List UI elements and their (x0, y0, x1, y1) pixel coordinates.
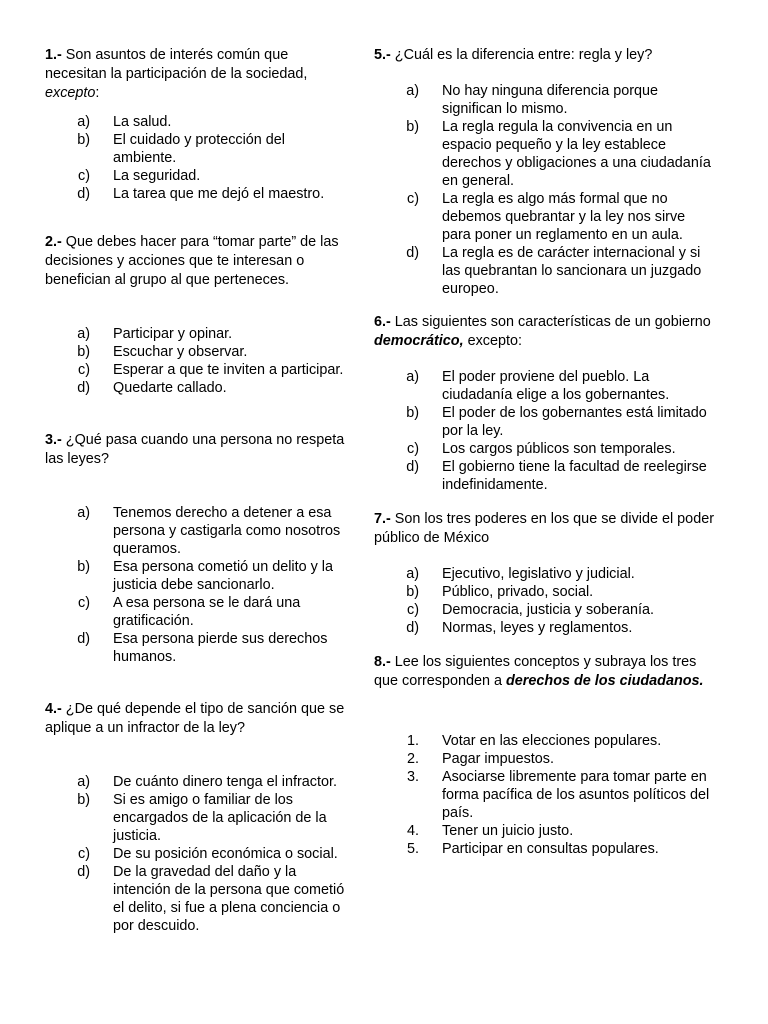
option-letter: a) (77, 114, 90, 130)
question-stem (45, 700, 345, 738)
option-text: Escuchar y observar. (113, 344, 248, 360)
option-text: El cuidado y protección del ambiente. (113, 132, 285, 166)
answer-option (374, 583, 714, 601)
answer-option (374, 768, 714, 822)
answer-option (45, 343, 345, 361)
option-letter: c) (407, 191, 419, 207)
answer-option (374, 565, 714, 583)
option-letter: 5. (406, 841, 419, 857)
answer-option (374, 601, 714, 619)
option-text: Asociarse libremente para tomar parte en forma pacífica de los asuntos políticos del país. (442, 769, 710, 821)
option-text: La regla es algo más formal que no debemos quebrantar y la ley nos sirve para poner un reglamento en un aula. (442, 191, 686, 243)
answer-option (374, 822, 714, 840)
answer-option (374, 404, 714, 440)
question-3 (45, 431, 345, 666)
question-stem (45, 46, 345, 103)
answer-option (374, 619, 714, 637)
answer-option (45, 131, 345, 167)
question-6 (374, 313, 714, 494)
option-letter: a) (77, 774, 90, 790)
question-text: Las siguientes son características de un gobierno (390, 314, 711, 330)
option-letter: d) (406, 245, 419, 261)
answer-option (45, 185, 345, 203)
option-text: Tenemos derecho a detener a esa persona y castigarla como nosotros queramos. (113, 505, 341, 557)
question-text: Son los tres poderes en los que se divide el poder público de México (374, 511, 714, 546)
question-8 (374, 653, 714, 858)
question-number: 6.- (374, 314, 391, 330)
answer-option (45, 594, 345, 630)
answer-option (45, 845, 345, 863)
answer-option (45, 773, 345, 791)
answer-option (374, 840, 714, 858)
option-text: Pagar impuestos. (442, 751, 554, 767)
question-text: ¿De qué depende el tipo de sanción que se aplique a un infractor de la ley? (45, 701, 345, 736)
option-text: El gobierno tiene la facultad de reelegirse indefinidamente. (442, 459, 707, 493)
question-text: excepto: (463, 333, 522, 349)
answer-option (45, 863, 345, 935)
question-stem (45, 233, 345, 290)
option-letter: c) (78, 846, 90, 862)
answer-option (374, 118, 714, 190)
option-text: Si es amigo o familiar de los encargados de la aplicación de la justicia. (113, 792, 327, 844)
option-text: Tener un juicio justo. (442, 823, 574, 839)
option-letter: d) (77, 864, 90, 880)
option-text: La regla regula la convivencia en un espacio pequeño y la ley establece derechos y obligaciones a una ciudadanía en general. (442, 119, 711, 189)
option-text: De su posición económica o social. (113, 846, 338, 862)
answer-option (45, 791, 345, 845)
answer-options (45, 504, 345, 666)
question-text: ¿Cuál es la diferencia entre: regla y ley? (390, 47, 653, 63)
option-letter: d) (77, 380, 90, 396)
option-text: Esperar a que te inviten a participar. (113, 362, 344, 378)
answer-option (45, 379, 345, 397)
option-letter: a) (406, 566, 419, 582)
option-text: Participar en consultas populares. (442, 841, 659, 857)
option-letter: 1. (406, 733, 419, 749)
question-text: ¿Qué pasa cuando una persona no respeta las leyes? (45, 432, 345, 467)
question-text: democrático, (374, 333, 464, 349)
question-stem (374, 313, 714, 351)
option-text: Quedarte callado. (113, 380, 227, 396)
option-letter: c) (78, 362, 90, 378)
question-1 (45, 46, 345, 203)
option-letter: a) (406, 369, 419, 385)
answer-option (374, 244, 714, 298)
question-text: Que debes hacer para “tomar parte” de las decisiones y acciones que te interesan o benefician al grupo al que perteneces. (45, 234, 339, 288)
question-number: 8.- (374, 654, 391, 670)
question-number: 5.- (374, 47, 391, 63)
option-letter: c) (407, 441, 419, 457)
question-2 (45, 233, 345, 397)
option-letter: c) (78, 168, 90, 184)
question-text: : (95, 85, 100, 101)
option-letter: b) (406, 584, 419, 600)
option-text: Participar y opinar. (113, 326, 233, 342)
answer-options (374, 732, 714, 858)
question-number: 1.- (45, 47, 62, 63)
option-letter: b) (77, 132, 90, 148)
option-letter: 4. (406, 823, 419, 839)
answer-option (374, 440, 714, 458)
answer-option (374, 750, 714, 768)
option-text: Votar en las elecciones populares. (442, 733, 662, 749)
option-text: De cuánto dinero tenga el infractor. (113, 774, 337, 790)
option-text: Ejecutivo, legislativo y judicial. (442, 566, 635, 582)
option-text: Los cargos públicos son temporales. (442, 441, 676, 457)
option-letter: d) (406, 620, 419, 636)
answer-options (45, 113, 345, 203)
answer-option (45, 113, 345, 131)
answer-option (374, 190, 714, 244)
question-stem (374, 510, 714, 548)
question-number: 4.- (45, 701, 62, 717)
question-number: 7.- (374, 511, 391, 527)
option-letter: b) (406, 119, 419, 135)
option-text: No hay ninguna diferencia porque significan lo mismo. (442, 83, 659, 117)
answer-option (45, 361, 345, 379)
question-number: 3.- (45, 432, 62, 448)
answer-options (45, 325, 345, 397)
option-letter: b) (406, 405, 419, 421)
option-letter: a) (77, 505, 90, 521)
option-letter: c) (407, 602, 419, 618)
answer-options (374, 565, 714, 637)
answer-option (45, 504, 345, 558)
option-text: Público, privado, social. (442, 584, 594, 600)
answer-option (45, 558, 345, 594)
answer-options (374, 368, 714, 494)
question-4 (45, 700, 345, 935)
question-stem (45, 431, 345, 469)
option-text: Normas, leyes y reglamentos. (442, 620, 633, 636)
question-stem (374, 653, 714, 691)
answer-options (45, 773, 345, 935)
option-text: El poder de los gobernantes está limitado por la ley. (442, 405, 707, 439)
question-number: 2.- (45, 234, 62, 250)
option-letter: 2. (406, 751, 419, 767)
question-5 (374, 46, 714, 298)
option-letter: d) (77, 186, 90, 202)
answer-option (374, 368, 714, 404)
option-text: La regla es de carácter internacional y si las quebrantan lo sancionara un juzgado europeo. (442, 245, 702, 297)
answer-options (374, 82, 714, 298)
option-text: Democracia, justicia y soberanía. (442, 602, 654, 618)
option-letter: b) (77, 792, 90, 808)
option-letter: b) (77, 344, 90, 360)
question-text: Son asuntos de interés común que necesitan la participación de la sociedad, (45, 47, 308, 82)
option-text: El poder proviene del pueblo. La ciudadanía elige a los gobernantes. (442, 369, 670, 403)
question-text: Lee los siguientes conceptos y subraya los tres que corresponden a (374, 654, 697, 689)
option-text: Esa persona pierde sus derechos humanos. (113, 631, 328, 665)
option-text: A esa persona se le dará una gratificación. (113, 595, 301, 629)
question-text: derechos de los ciudadanos. (506, 673, 704, 689)
answer-option (374, 82, 714, 118)
question-stem (374, 46, 714, 65)
option-letter: 3. (406, 769, 419, 785)
answer-option (374, 732, 714, 750)
option-letter: d) (406, 459, 419, 475)
answer-option (374, 458, 714, 494)
option-text: De la gravedad del daño y la intención de la persona que cometió el delito, si fue a plena conciencia o por descuido. (113, 864, 345, 934)
question-7 (374, 510, 714, 637)
option-letter: a) (77, 326, 90, 342)
option-letter: b) (77, 559, 90, 575)
option-text: La tarea que me dejó el maestro. (113, 186, 325, 202)
option-text: La salud. (113, 114, 172, 130)
answer-option (45, 630, 345, 666)
answer-option (45, 167, 345, 185)
option-letter: a) (406, 83, 419, 99)
option-text: Esa persona cometió un delito y la justicia debe sancionarlo. (113, 559, 333, 593)
question-text: excepto (45, 85, 96, 101)
answer-option (45, 325, 345, 343)
option-letter: d) (77, 631, 90, 647)
option-text: La seguridad. (113, 168, 201, 184)
option-letter: c) (78, 595, 90, 611)
